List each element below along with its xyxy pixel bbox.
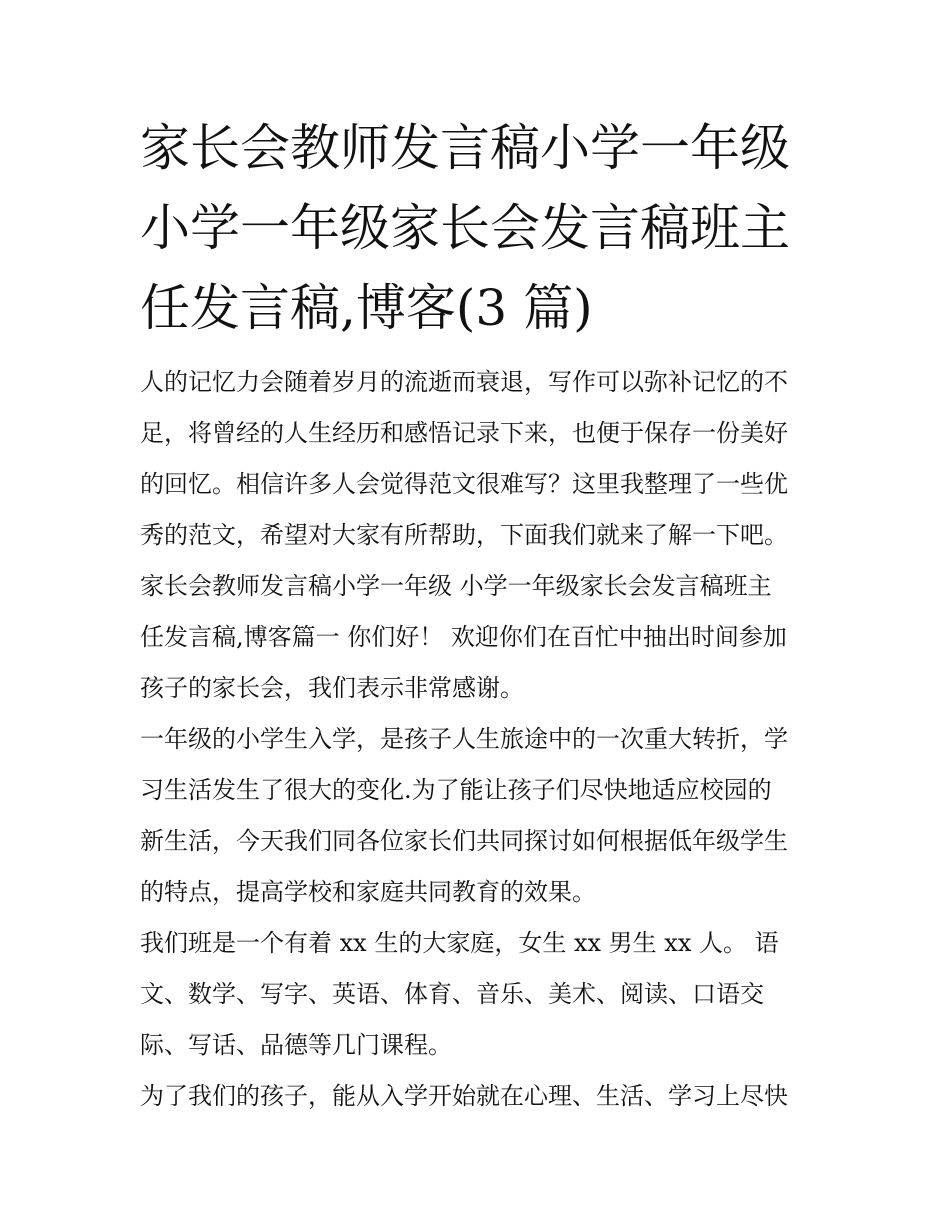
body-line: 家长会教师发言稿小学一年级 小学一年级家长会发言稿班主 [140, 572, 772, 600]
body-line: 为了我们的孩子，能从入学开始就在心理、生活、学习上尽快 [140, 1082, 788, 1110]
body-line: 一年级的小学生入学，是孩子人生旅途中的一次重大转折，学 [140, 725, 788, 753]
title-line-1: 家长会教师发言稿小学一年级 [140, 119, 790, 177]
body-line: 文、数学、写字、英语、体育、音乐、美术、阅读、口语交 [140, 980, 764, 1008]
body-line: 孩子的家长会，我们表示非常感谢。 [140, 674, 524, 702]
title-line-3: 任发言稿,博客(3 篇) [140, 279, 593, 337]
body-line: 新生活，今天我们同各位家长们共同探讨如何根据低年级学生 [140, 827, 788, 855]
document-title [140, 108, 840, 348]
body-line: 习生活发生了很大的变化.为了能让孩子们尽快地适应校园的 [140, 776, 772, 804]
body-line: 的回忆。相信许多人会觉得范文很难写？这里我整理了一些优 [140, 470, 788, 498]
body-line: 任发言稿,博客篇一 你们好！ 欢迎你们在百忙中抽出时间参加 [140, 623, 787, 651]
body-line: 秀的范文，希望对大家有所帮助，下面我们就来了解一下吧。 [140, 521, 788, 549]
body-line: 际、写话、品德等几门课程。 [140, 1031, 452, 1059]
body-line: 人的记忆力会随着岁月的流逝而衰退，写作可以弥补记忆的不 [140, 368, 788, 396]
body-line: 足，将曾经的人生经历和感悟记录下来，也便于保存一份美好 [140, 419, 788, 447]
document-body [140, 357, 830, 1122]
title-line-2: 小学一年级家长会发言稿班主 [140, 199, 790, 257]
body-line: 我们班是一个有着 xx 生的大家庭，女生 xx 男生 xx 人。 语 [140, 929, 779, 957]
body-line: 的特点，提高学校和家庭共同教育的效果。 [140, 878, 596, 906]
